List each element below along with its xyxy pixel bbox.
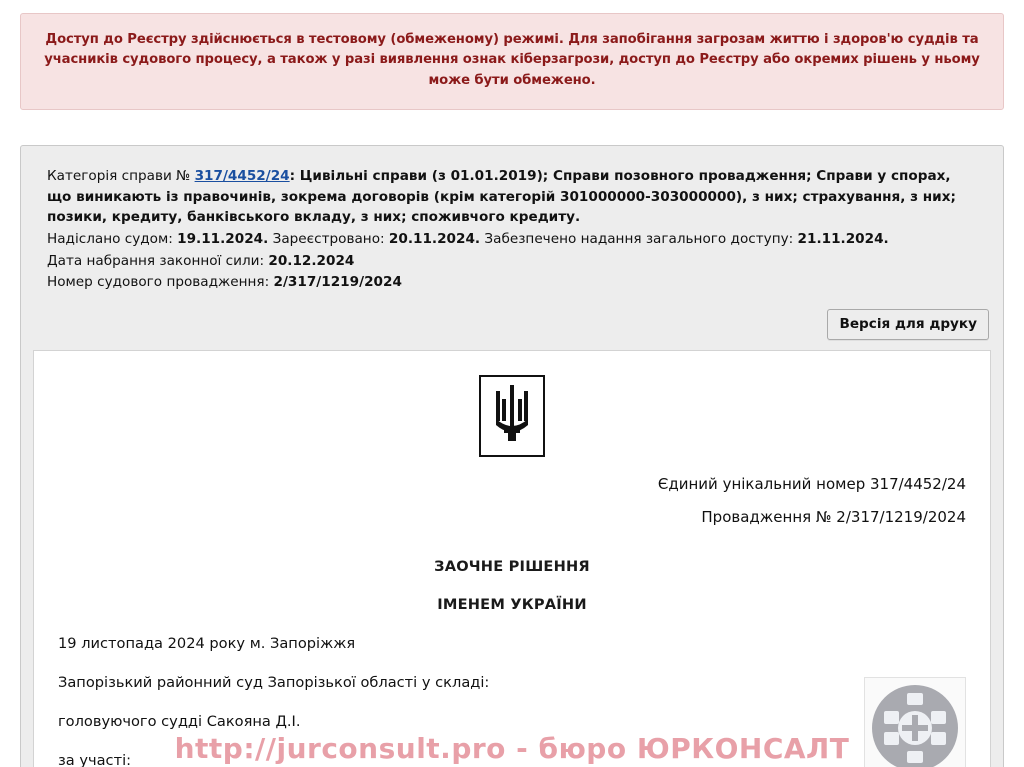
document-body: [33, 350, 991, 767]
sent-label: Надіслано судом:: [47, 230, 178, 247]
public-access-label: Забезпечено надання загального доступу:: [480, 230, 798, 247]
case-effective-line: [47, 251, 977, 272]
court-seal-stamp-icon: [864, 677, 966, 767]
date-place-line: 19 листопада 2024 року м. Запоріжжя: [58, 634, 356, 652]
emblem-container: [58, 367, 966, 457]
public-access-value: 21.11.2024.: [797, 230, 889, 247]
case-number-link[interactable]: 317/4452/24: [194, 168, 290, 184]
case-card: [20, 145, 1004, 767]
case-category-text: : Цивільні справи (з 01.01.2019); Справи позовного провадження; Справи у спорах, що виникають із правочинів, зокрема договорів (крім категорій 301000000-303000000), з них; страхування, з них; позики, кредиту, банківського вкладу, з них; споживчого кредиту.: [47, 168, 956, 226]
registered-label: Зареєстровано:: [268, 230, 389, 247]
judge-line: головуючого судді Сакояна Д.І.: [58, 712, 301, 730]
effective-label: Дата набрання законної сили:: [47, 252, 269, 269]
print-version-button[interactable]: Версія для друку: [827, 309, 989, 340]
sent-value: 19.11.2024.: [177, 230, 269, 247]
case-category-prefix: Категорія справи №: [47, 168, 195, 184]
court-line: Запорізький районний суд Запорізької області у складі:: [58, 673, 490, 691]
print-bar: [33, 300, 991, 350]
test-mode-warning-banner: [20, 13, 1004, 110]
proceeding-value: 2/317/1219/2024: [273, 274, 402, 291]
proceeding-number-line: Провадження № 2/317/1219/2024: [701, 508, 966, 527]
trident-emblem-icon: [479, 375, 545, 457]
effective-value: 20.12.2024: [268, 252, 355, 269]
unique-number-line: Єдиний унікальний номер 317/4452/24: [657, 474, 966, 493]
case-proceeding-line: [47, 272, 977, 293]
warning-text: Доступ до Реєстру здійснюється в тестовому (обмеженому) режимі. Для запобігання загрозам життю і здоров'ю суддів та учасників судового процесу, а також у разі виявлення ознак кіберзагрози, доступ до Реєстру або окремих рішень у ньому може бути обмежено.: [44, 32, 980, 88]
proceeding-label: Номер судового провадження:: [47, 274, 274, 291]
document-title: ЗАОЧНЕ РІШЕННЯ: [434, 557, 590, 575]
document-numbers: [58, 475, 966, 528]
case-category-line: [47, 166, 977, 228]
participants-line: за участі:: [58, 751, 132, 767]
case-meta: [33, 158, 991, 300]
watermark-text: http://jurconsult.pro - бюро ЮРКОНСАЛТ: [174, 732, 850, 765]
document-subtitle: ІМЕНЕМ УКРАЇНИ: [437, 595, 587, 613]
case-dates-line: [47, 229, 977, 250]
registered-value: 20.11.2024.: [388, 230, 481, 247]
